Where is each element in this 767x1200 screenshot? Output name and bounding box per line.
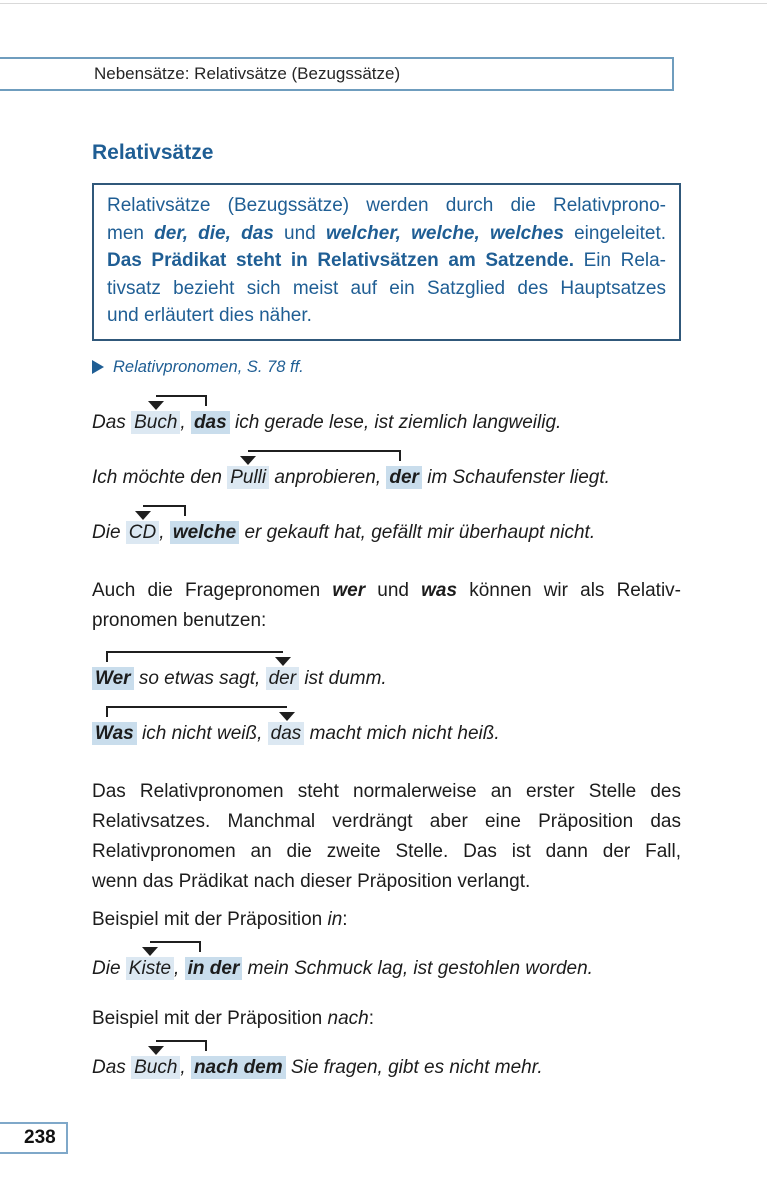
text-segment: wenn das Prädikat nach dieser Präposition verlangt.	[92, 870, 531, 892]
example-sentence-2	[92, 444, 681, 491]
reference-arrow-line	[156, 1040, 206, 1042]
text-line	[92, 837, 681, 867]
reference-arrow-head	[279, 712, 295, 721]
page-number-box	[0, 1122, 68, 1154]
text-segment: ,	[180, 411, 191, 433]
reference-arrow-line	[143, 505, 185, 507]
reference-arrow-stub	[399, 450, 401, 461]
text-line	[92, 606, 681, 636]
text-segment: macht mich nicht heiß.	[304, 722, 500, 744]
example-sentence-3	[92, 499, 681, 546]
reference-arrow-stub	[199, 941, 201, 952]
highlighted-antecedent: CD	[126, 521, 159, 544]
emphasized-word: was	[421, 579, 458, 601]
reference-arrow-line	[248, 450, 399, 452]
reference-arrow-stub	[184, 505, 186, 516]
reference-arrow-stub	[205, 395, 207, 406]
cross-reference-text: Relativpronomen, S. 78 ff.	[113, 357, 304, 376]
text-segment: eingeleitet.	[563, 222, 667, 244]
text-segment: Das	[92, 411, 132, 433]
example-sentence-7	[92, 1034, 681, 1081]
text-segment: men	[107, 222, 155, 244]
reference-arrow-head	[275, 657, 291, 666]
text-segment: Relativsätze (Bezugssätze) werden durch die Relativprono-	[107, 195, 666, 216]
text-line	[92, 807, 681, 837]
text-line	[107, 220, 666, 248]
text-segment: Relativpronomen an die zweite Stelle. Das ist dann der Fall,	[92, 840, 681, 862]
text-segment: :	[342, 908, 348, 930]
reference-arrow-head	[240, 456, 256, 465]
example-sentence-6	[92, 935, 681, 982]
text-segment: im Schaufenster liegt.	[421, 466, 610, 488]
highlighted-antecedent: Pulli	[227, 466, 269, 489]
reference-arrow-stub	[106, 651, 108, 662]
text-segment: Ein Rela-	[574, 250, 666, 272]
text-segment: und	[365, 579, 422, 601]
highlighted-relative-pronoun: Was	[92, 722, 137, 745]
reference-arrow-line	[106, 706, 287, 708]
highlighted-relative-pronoun: der	[386, 466, 422, 489]
text-segment: mein Schmuck lag, ist gestohlen worden.	[242, 957, 593, 979]
text-segment: Beispiel mit der Präposition	[92, 1007, 328, 1029]
highlighted-antecedent: Kiste	[126, 957, 174, 980]
body-paragraph-2	[92, 777, 681, 897]
example-label-nach	[92, 1006, 681, 1032]
reference-arrow-line	[156, 395, 205, 397]
page-content	[92, 140, 681, 1081]
text-line	[107, 247, 666, 275]
highlighted-relative-pronoun: nach dem	[191, 1056, 286, 1079]
example-sentence-4	[92, 645, 681, 692]
text-segment: Die	[92, 957, 126, 979]
highlighted-relative-pronoun: das	[191, 411, 230, 434]
highlighted-antecedent: Buch	[131, 411, 180, 434]
text-segment: ,	[180, 1056, 191, 1078]
example-label-in	[92, 907, 681, 933]
text-segment: ich nicht weiß,	[136, 722, 268, 744]
highlighted-antecedent: Buch	[131, 1056, 180, 1079]
text-segment: so etwas sagt,	[133, 667, 266, 689]
text-segment: Beispiel mit der Präposition	[92, 908, 328, 930]
text-segment: :	[368, 1007, 374, 1029]
text-line	[92, 576, 681, 606]
text-segment: Auch die Fragepronomen	[92, 579, 333, 601]
text-segment: und	[273, 222, 326, 244]
text-segment: Das	[92, 1056, 132, 1078]
text-segment: ,	[159, 521, 170, 543]
text-segment: tivsatz bezieht sich meist auf ein Satzglied des Hauptsatzes	[107, 277, 666, 299]
reference-arrow-head	[142, 947, 158, 956]
text-segment: er gekauft hat, gefällt mir überhaupt nicht.	[239, 521, 596, 543]
text-segment: pronomen benutzen:	[92, 609, 267, 631]
text-segment: Ich möchte den	[92, 466, 228, 488]
emphasized-word: welcher, welche, welches	[325, 222, 564, 244]
example-sentence-1	[92, 389, 681, 436]
emphasized-word: wer	[332, 579, 366, 601]
text-line	[92, 867, 681, 897]
highlighted-relative-pronoun: welche	[170, 521, 239, 544]
reference-arrow-stub	[106, 706, 108, 717]
emphasized-word: der, die, das	[154, 222, 274, 244]
italic-word: nach	[327, 1007, 369, 1029]
text-segment: können wir als Relativ-	[457, 579, 681, 601]
reference-arrow-head	[135, 511, 151, 520]
highlighted-relative-pronoun: Wer	[92, 667, 134, 690]
italic-word: in	[327, 908, 343, 930]
reference-arrow-head	[148, 401, 164, 410]
text-segment: Relativsatzes. Manchmal verdrängt aber eine Präposition das	[92, 810, 681, 832]
page-top-rule	[0, 3, 767, 4]
text-segment: ,	[174, 957, 185, 979]
grammar-rule-box	[92, 183, 681, 341]
highlighted-relative-pronoun: in der	[185, 957, 243, 980]
text-segment: ist dumm.	[299, 667, 387, 689]
text-segment: und erläutert dies näher.	[107, 305, 312, 327]
arrow-right-icon	[92, 360, 104, 374]
highlighted-antecedent: der	[266, 667, 299, 690]
text-line	[92, 777, 681, 807]
reference-arrow-line	[106, 651, 283, 653]
text-line	[107, 192, 666, 220]
reference-arrow-stub	[205, 1040, 207, 1051]
text-line	[107, 275, 666, 303]
chapter-header-title: Nebensätze: Relativsätze (Bezugssätze)	[94, 64, 401, 83]
text-segment: Sie fragen, gibt es nicht mehr.	[285, 1056, 543, 1078]
text-segment: ich gerade lese, ist ziemlich langweilig.	[229, 411, 562, 433]
reference-arrow-line	[150, 941, 199, 943]
text-segment: Die	[92, 521, 126, 543]
chapter-header	[0, 57, 674, 91]
reference-arrow-head	[148, 1046, 164, 1055]
body-paragraph-1	[92, 576, 681, 636]
section-heading: Relativsätze	[92, 141, 214, 164]
highlighted-antecedent: das	[268, 722, 305, 745]
text-line	[107, 302, 666, 330]
text-segment: Das Relativpronomen steht normalerweise an erster Stelle des	[92, 780, 681, 802]
bold-phrase: Das Prädikat steht in Relativsätzen am Satzende.	[107, 250, 575, 272]
example-sentence-5	[92, 700, 681, 747]
page-number: 238	[24, 1127, 56, 1148]
cross-reference	[92, 356, 681, 378]
text-segment: anprobieren,	[269, 466, 387, 488]
